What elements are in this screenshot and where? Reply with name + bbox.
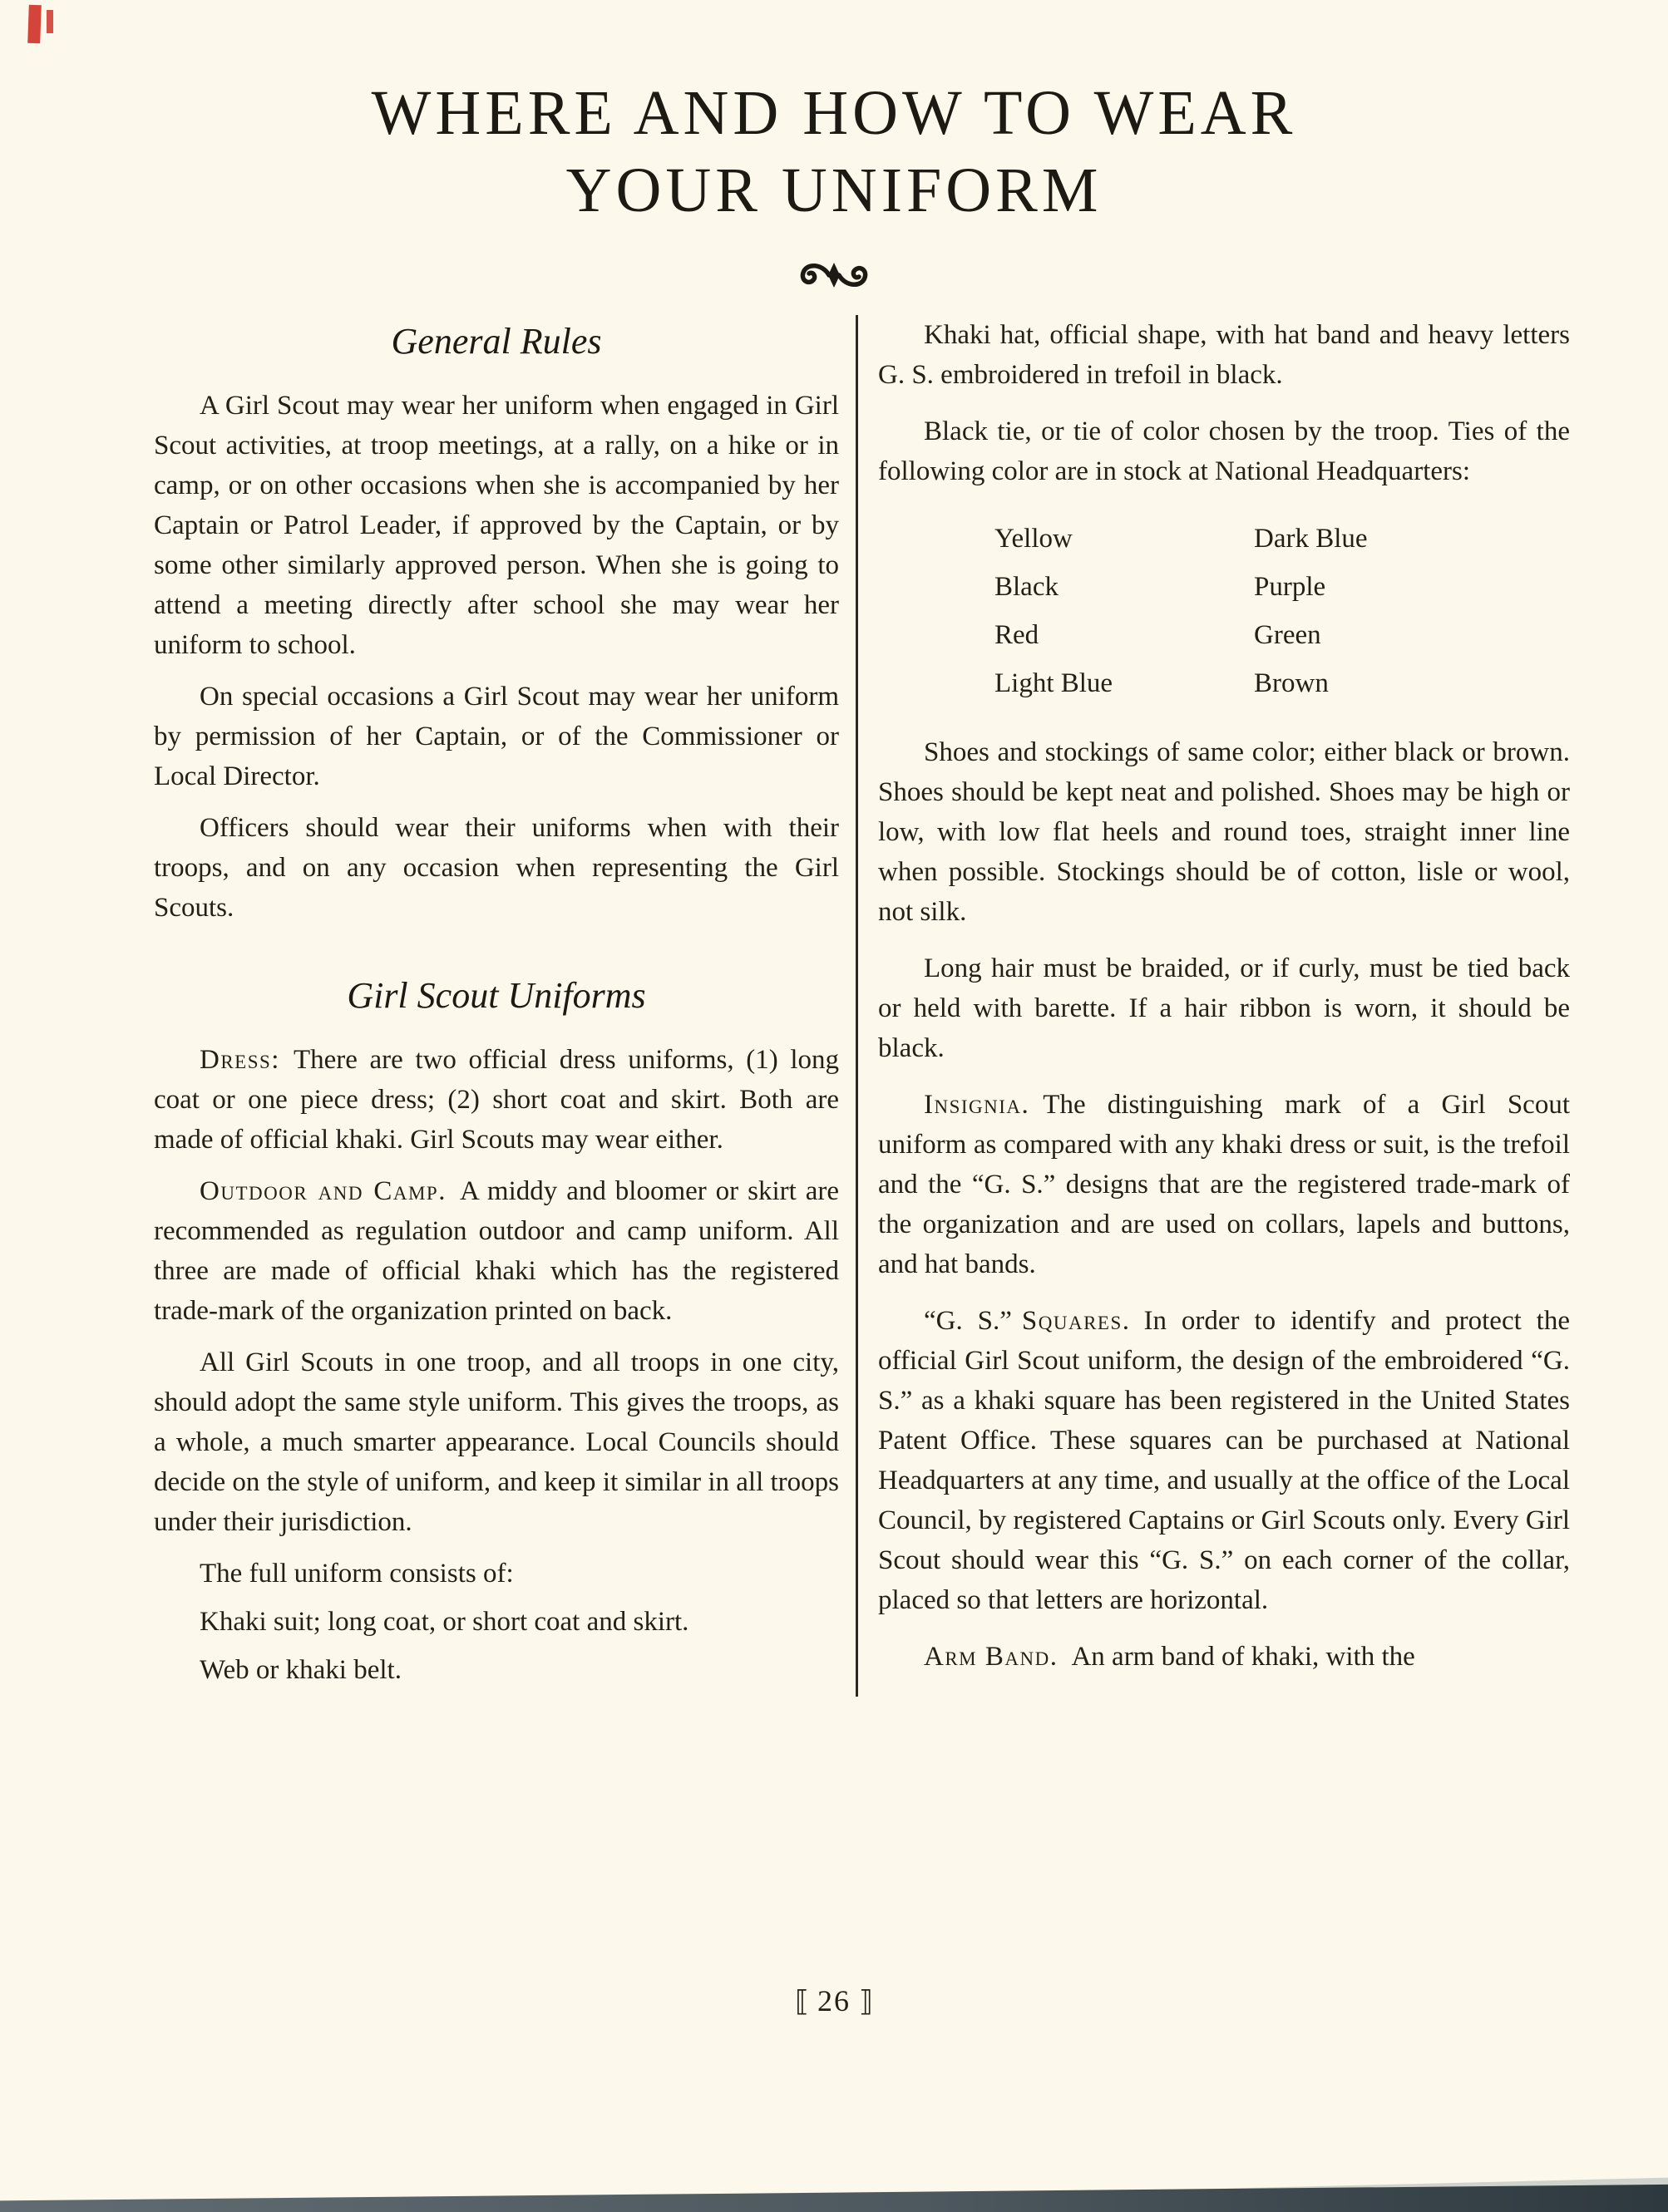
tie-color-item: Purple	[1254, 572, 1326, 603]
small-caps-lead: Arm Band.	[924, 1642, 1059, 1673]
page-title-line1: WHERE AND HOW TO WEAR	[371, 78, 1297, 148]
paragraph-black-tie: Black tie, or tie of color chosen by the troop. Ties of the following color are in stock at National Headquarters:	[878, 416, 1570, 487]
right-column	[856, 315, 1570, 1697]
paragraph-general-1: A Girl Scout may wear her uniform when engaged in Girl Scout activities, at troop meetings, at a rally, on a hike or in camp, or on other occasions when she is accompanied by her Captain or Patrol Leader, if approved by the Captain, or by some other similarly approved person. When she is going to attend a meeting directly after school she may wear her uniform to school.	[154, 391, 839, 661]
tie-color-item: Brown	[1254, 668, 1329, 699]
small-caps-lead: Outdoor and Camp.	[200, 1176, 447, 1207]
paragraph-dress	[154, 1040, 839, 1160]
tie-color-item: Yellow	[994, 524, 1073, 554]
paragraph-gs-squares	[878, 1301, 1570, 1620]
paragraph-hair: Long hair must be braided, or if curly, must be tied back or held with barette. If a hair ribbon is worn, it should be black.	[878, 953, 1570, 1064]
text-columns	[154, 315, 1570, 1697]
swash-divider-icon	[792, 257, 876, 293]
paragraph-shoes: Shoes and stockings of same color; either black or brown. Shoes should be kept neat and polished. Shoes may be high or low, with low flat heels and round toes, straight inner line when possible. Stockings should be of cotton, lisle or wool, not silk.	[878, 737, 1570, 928]
full-uniform-intro: The full uniform consists of:	[200, 1559, 514, 1589]
section-heading-general-rules: General Rules	[391, 321, 602, 362]
paragraph-text: The distinguishing mark of a Girl Scout uniform as compared with any khaki dress or suit, is the trefoil and the “G. S.” designs that are the registered trade-mark of the organization and are used on collars, lapels and buttons, and hat bands.	[878, 1090, 1570, 1280]
small-caps-lead: Insignia.	[924, 1090, 1030, 1121]
paragraph-general-3: Officers should wear their uniforms when with their troops, and on any occasion when representing the Girl Scouts.	[154, 813, 839, 924]
tie-color-list	[878, 515, 1570, 707]
page-number-bracket-left: ⟦	[795, 1985, 809, 2018]
page-number	[0, 1983, 1668, 2018]
scan-red-mark	[47, 10, 53, 33]
page-header	[0, 0, 1668, 293]
page-number-bracket-right: ⟧	[859, 1985, 873, 2018]
full-uniform-item-1: Khaki suit; long coat, or short coat and skirt.	[200, 1607, 689, 1638]
paragraph-text: An arm band of khaki, with the	[1071, 1642, 1415, 1673]
tie-color-item: Red	[994, 620, 1039, 651]
paragraph-insignia	[878, 1085, 1570, 1284]
quoted-lead: “G. S.”	[924, 1306, 1012, 1337]
section-heading-girl-scout-uniforms: Girl Scout Uniforms	[347, 975, 646, 1017]
paragraph-general-2: On special occasions a Girl Scout may wear her uniform by permission of her Captain, or of the Commissioner or Local Director.	[154, 682, 839, 792]
left-column	[154, 315, 856, 1697]
tie-color-item: Dark Blue	[1254, 524, 1368, 554]
full-uniform-item-2: Web or khaki belt.	[200, 1655, 402, 1686]
tie-color-item: Black	[994, 572, 1059, 603]
paragraph-arm-band	[878, 1637, 1570, 1677]
paragraph-outdoor-camp	[154, 1171, 839, 1331]
scan-red-mark	[27, 5, 42, 43]
page-number-value: 26	[817, 1984, 851, 2017]
small-caps-lead: Squares.	[1021, 1306, 1131, 1337]
paragraph-troop-uniform: All Girl Scouts in one troop, and all troops in one city, should adopt the same style uniform. This gives the troops, as a whole, a much smarter appearance. Local Councils should decide on the style of uniform, and keep it similar in all troops under their jurisdiction.	[154, 1347, 839, 1538]
small-caps-lead: Dress:	[200, 1045, 280, 1076]
paragraph-text: In order to identify and protect the official Girl Scout uniform, the design of the embroidered “G. S.” as a khaki square has been registered in the United States Patent Office. These squares can be purchased at National Headquarters at any time, and usually at the office of the Local Council, by registered Captains or Girl Scouts only. Every Girl Scout should wear this “G. S.” on each corner of the collar, placed so that letters are horizontal.	[878, 1306, 1570, 1616]
tie-color-item: Green	[1254, 620, 1321, 651]
tie-color-item: Light Blue	[994, 668, 1113, 699]
tie-color-column-2	[1254, 515, 1368, 707]
paragraph-khaki-hat: Khaki hat, official shape, with hat band and heavy letters G. S. embroidered in trefoil in black.	[878, 320, 1570, 391]
tie-color-column-1	[994, 515, 1254, 707]
paragraph-text: There are two official dress uniforms, (1) long coat or one piece dress; (2) short coat and skirt. Both are made of official khaki. Girl Scouts may wear either.	[154, 1045, 839, 1155]
paragraph-text: A middy and bloomer or skirt are recommended as regulation outdoor and camp uniform. All three are made of official khaki which has the registered trade-mark of the organization printed on back.	[154, 1176, 839, 1327]
page-title-line2: YOUR UNIFORM	[565, 155, 1103, 225]
